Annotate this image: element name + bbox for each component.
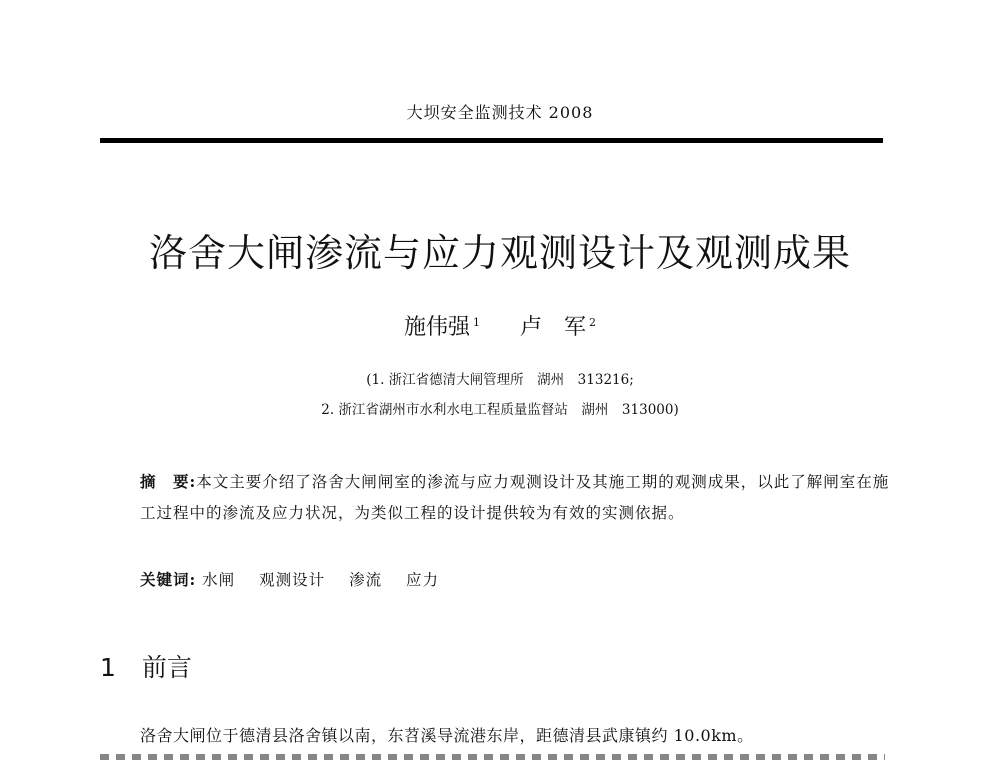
running-header: 大坝安全监测技术 2008 <box>406 103 594 122</box>
paper-title: 洛舍大闸渗流与应力观测设计及观测成果 <box>148 231 851 275</box>
keyword: 观测设计 <box>259 571 326 589</box>
author-name: 卢 军 <box>520 315 587 340</box>
affiliation-line: 2. 浙江省湖州市水利水电工程质量监督站 湖州 313000) <box>321 402 679 418</box>
truncated-text-line <box>100 754 885 760</box>
keywords <box>140 564 890 596</box>
author-line <box>0 310 1000 341</box>
author-superscript: 1 <box>473 315 480 329</box>
keyword: 渗流 <box>349 571 383 589</box>
abstract <box>140 466 890 529</box>
affiliation-line: (1. 浙江省德清大闸管理所 湖州 313216; <box>366 372 634 388</box>
keyword: 应力 <box>406 571 440 589</box>
abstract-label: 摘 要: <box>140 472 197 491</box>
author-name: 施伟强 <box>403 315 470 340</box>
section-heading <box>100 648 192 684</box>
section-number: 1 <box>100 653 116 682</box>
keyword: 水闸 <box>202 571 236 589</box>
author-superscript: 2 <box>589 315 597 329</box>
header-rule <box>100 138 883 143</box>
keywords-label: 关键词: <box>140 570 197 589</box>
abstract-text: 本文主要介绍了洛舍大闸闸室的渗流与应力观测设计及其施工期的观测成果，以此了解闸室在施工过程中的渗流及应力状况，为类似工程的设计提供较为有效的实测依据。 <box>140 473 890 522</box>
section-title: 前言 <box>141 653 192 682</box>
body-paragraph: 洛舍大闸位于德清县洛舍镇以南，东苕溪导流港东岸，距德清县武康镇约 10.0km。 <box>140 726 754 745</box>
